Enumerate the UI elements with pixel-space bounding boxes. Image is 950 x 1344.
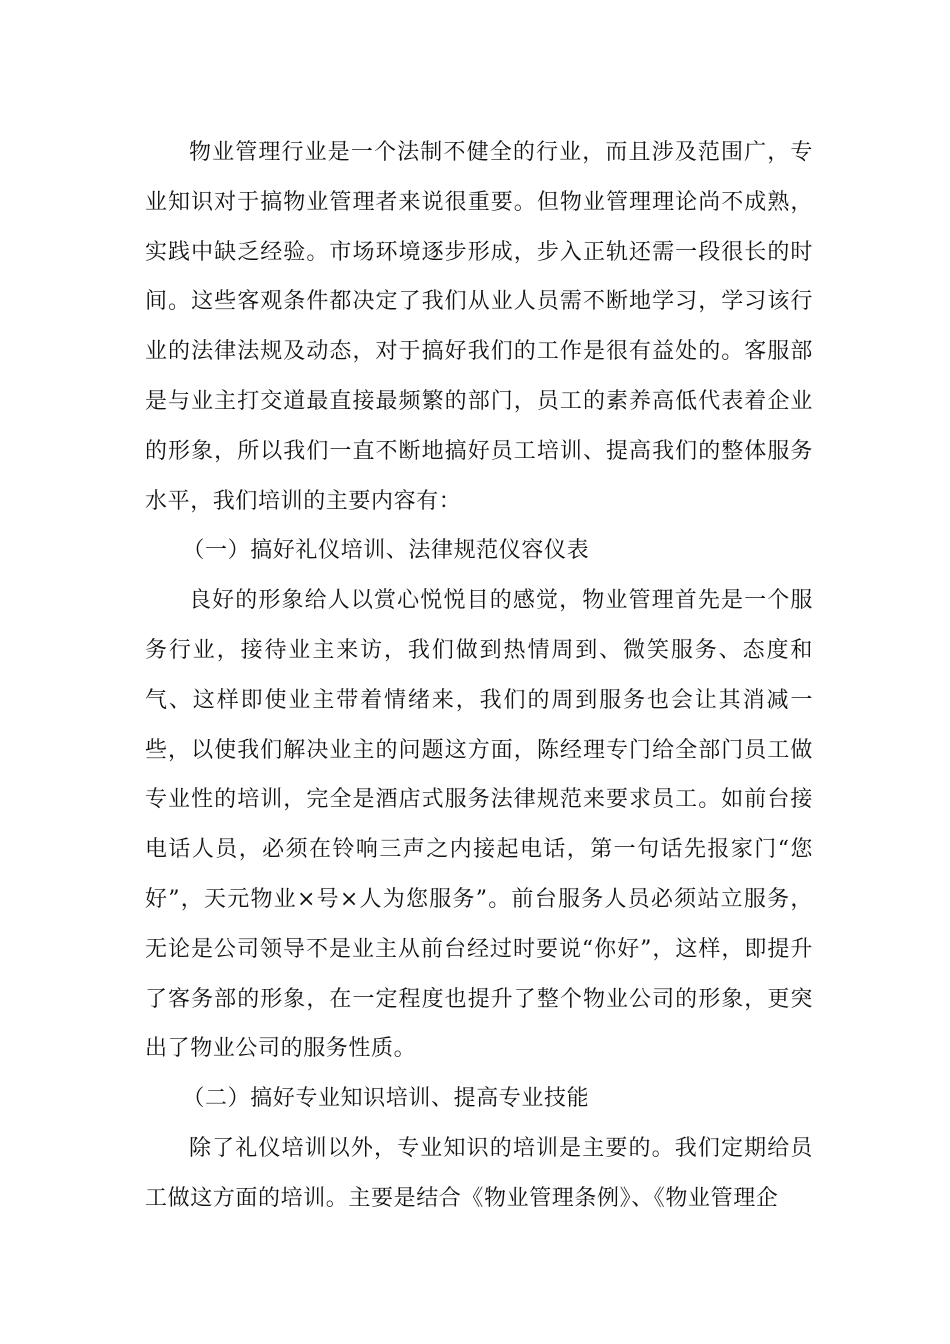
paragraph-etiquette: 良好的形象给人以赏心悦悦目的感觉，物业管理首先是一个服务行业，接待业主来访，我们做到热情周到、微笑服务、态度和气、这样即使业主带着情绪来，我们的周到服务也会让其消减一些，以使我们解决业主的问题这方面，陈经理专门给全部门员工做专业性的培训，完全是酒店式服务法律规范来要求员工。如前台接电话人员，必须在铃响三声之内接起电话，第一句话先报家门“您好”，天元物业×号×人为您服务”。前台服务人员必须站立服务，无论是公司领导不是业主从前台经过时要说“你好”，这样，即提升了客务部的形象，在一定程度也提升了整个物业公司的形象，更突出了物业公司的服务性质。 xyxy=(145,588,813,1062)
paragraph-professional: 除了礼仪培训以外，专业知识的培训是主要的。我们定期给员工做这方面的培训。主要是结合《物业管理条例》、《物业管理企 xyxy=(145,1135,813,1211)
section-heading-2: （二）搞好专业知识培训、提高专业技能 xyxy=(182,1086,590,1112)
section-heading-1: （一）搞好礼仪培训、法律规范仪容仪表 xyxy=(182,538,590,564)
paragraph-intro: 物业管理行业是一个法制不健全的行业，而且涉及范围广，专业知识对于搞物业管理者来说很重要。但物业管理理论尚不成熟，实践中缺乏经验。市场环境逐步形成，步入正轨还需一段很长的时间。这些客观条件都决定了我们从业人员需不断地学习，学习该行业的法律法规及动态，对于搞好我们的工作是很有益处的。客服部是与业主打交道最直接最频繁的部门，员工的素养高低代表着企业的形象，所以我们一直不断地搞好员工培训、提高我们的整体服务水平，我们培训的主要内容有： xyxy=(145,140,813,514)
document-body xyxy=(145,128,813,1224)
